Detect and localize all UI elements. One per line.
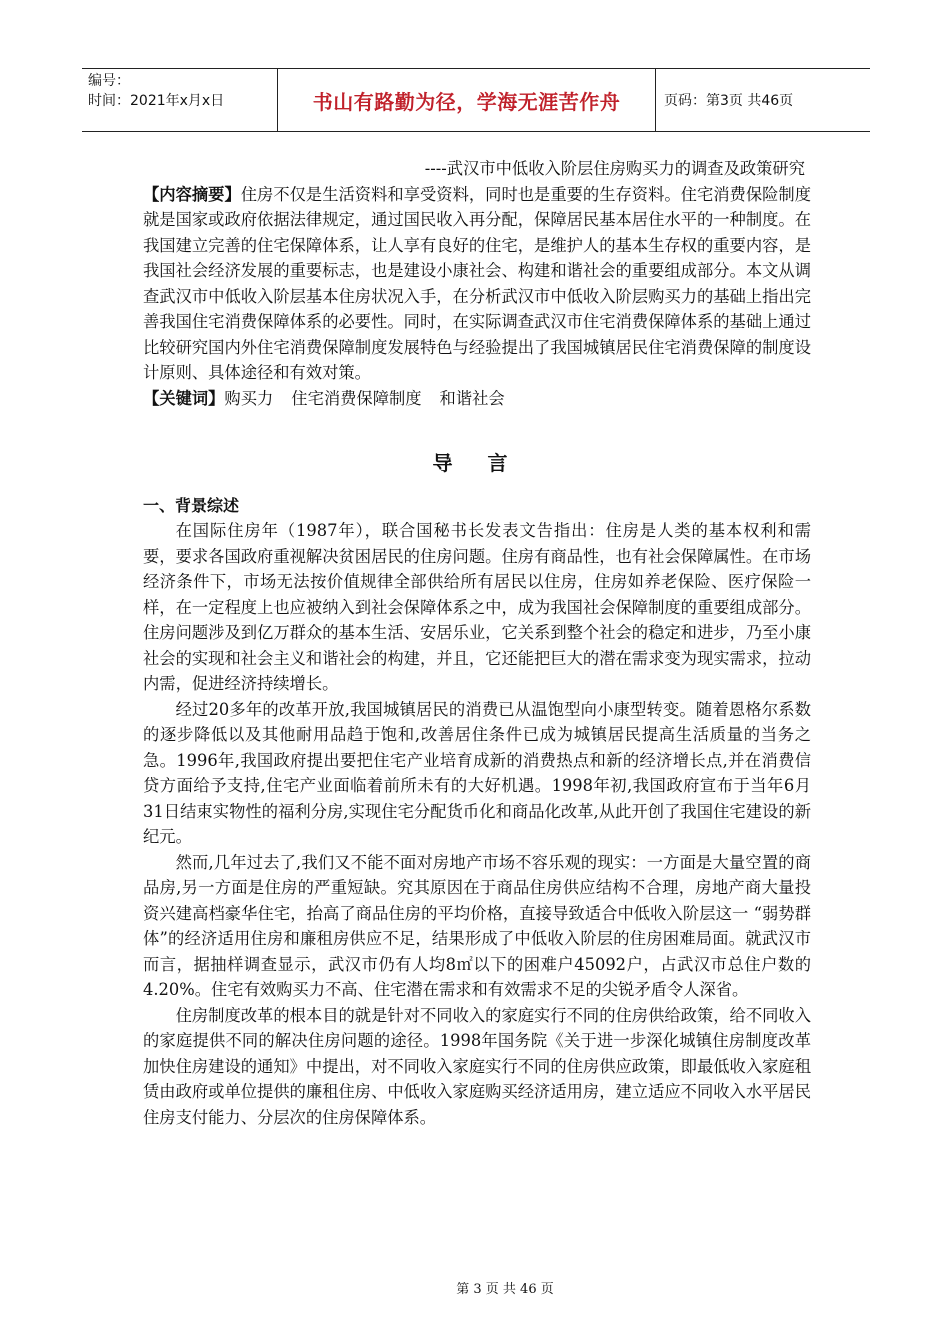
keywords-label: 【关键词】 <box>143 388 225 408</box>
header-meta <box>82 69 278 131</box>
header-motto: 书山有路勤为径，学海无涯苦作舟 <box>278 69 656 131</box>
number-label: 编号： <box>88 73 130 89</box>
abstract-label: 【内容摘要】 <box>143 184 241 204</box>
paragraph: 住房制度改革的根本目的就是针对不同收入的家庭实行不同的住房供给政策，给不同收入的家庭提供不同的解决住房问题的途径。1998年国务院《关于进一步深化城镇住房制度改革加快住房建设的通知》中提出，对不同收入家庭实行不同的住房供应政策，即最低收入家庭租赁由政府或单位提供的廉租住房、中低收入家庭购买经济适用房，建立适应不同收入水平居民住房支付能力、分层次的住房保障体系。 <box>143 1005 811 1127</box>
paragraph: 经过20多年的改革开放,我国城镇居民的消费已从温饱型向小康型转变。随着恩格尔系数的逐步降低以及其他耐用品趋于饱和,改善居住条件已成为城镇居民提高生活质量的当务之急。1996年,我国政府提出要把住宅产业培育成新的消费热点和新的经济增长点,并在消费信贷方面给予支持,住宅产业面临着前所未有的大好机遇。1998年初,我国政府宣布于当年6月31日结束实物性的福利分房,实现住宅分配货币化和商品化改革,从此开创了我国住宅建设的新纪元。 <box>143 699 811 846</box>
header-table <box>82 68 870 132</box>
abstract <box>143 182 811 386</box>
section-title: 导 言 <box>432 451 522 475</box>
subsection-title: 一、背景综述 <box>143 495 240 515</box>
keyword-item: 和谐社会 <box>439 388 505 408</box>
page-footer: 第 3 页 共 46 页 <box>456 1282 554 1297</box>
paragraph: 在国际住房年（1987年），联合国秘书长发表文告指出：住房是人类的基本权利和需要，要求各国政府重视解决贫困居民的住房问题。住房有商品性，也有社会保障属性。在市场经济条件下，市场无法按价值规律全部供给所有居民以住房，住房如养老保险、医疗保险一样，在一定程度上也应被纳入到社会保障体系之中，成为我国社会保障制度的重要组成部分。住房问题涉及到亿万群众的基本生活、安居乐业，它关系到整个社会的稳定和进步，乃至小康社会的实现和社会主义和谐社会的构建，并且，它还能把巨大的潜在需求变为现实需求，拉动内需，促进经济持续增长。 <box>143 521 811 693</box>
time-label: 时间：2021年x月x日 <box>88 93 225 109</box>
keywords <box>143 386 811 412</box>
abstract-text: 住房不仅是生活资料和享受资料，同时也是重要的生存资料。住宅消费保险制度就是国家或政府依据法律规定，通过国民收入再分配，保障居民基本居住水平的一种制度。在我国建立完善的住宅保障体系，让人享有良好的住宅，是维护人的基本生存权的重要内容，是我国社会经济发展的重要标志，也是建设小康社会、构建和谐社会的重要组成部分。本文从调查武汉市中低收入阶层基本住房状况入手，在分析武汉市中低收入阶层购买力的基础上指出完善我国住宅消费保障体系的必要性。同时，在实际调查武汉市住宅消费保障体系的基础上通过比较研究国内外住宅消费保障制度发展特色与经验提出了我国城镇居民住宅消费保障的制度设计原则、具体途径和有效对策。 <box>143 184 811 382</box>
document-body <box>143 156 811 1130</box>
paragraph: 然而,几年过去了,我们又不能不面对房地产市场不容乐观的现实：一方面是大量空置的商品房,另一方面是住房的严重短缺。究其原因在于商品住房供应结构不合理，房地产商大量投资兴建高档豪华住宅，抬高了商品住房的平均价格，直接导致适合中低收入阶层这一 “弱势群体”的经济适用住房和廉租房供应不足，结果形成了中低收入阶层的住房困难局面。就武汉市而言，据抽样调查显示，武汉市仍有人均8㎡以下的困难户45092户，占武汉市总住户数的4.20%。住宅有效购买力不高、住宅潜在需求和有效需求不足的尖锐矛盾令人深省。 <box>143 852 811 999</box>
document-subtitle: ----武汉市中低收入阶层住房购买力的调查及政策研究 <box>424 159 805 178</box>
header-page-label: 页码：第3页 共46页 <box>664 93 794 109</box>
keyword-item: 购买力 <box>224 388 274 408</box>
keyword-item: 住宅消费保障制度 <box>291 388 422 408</box>
